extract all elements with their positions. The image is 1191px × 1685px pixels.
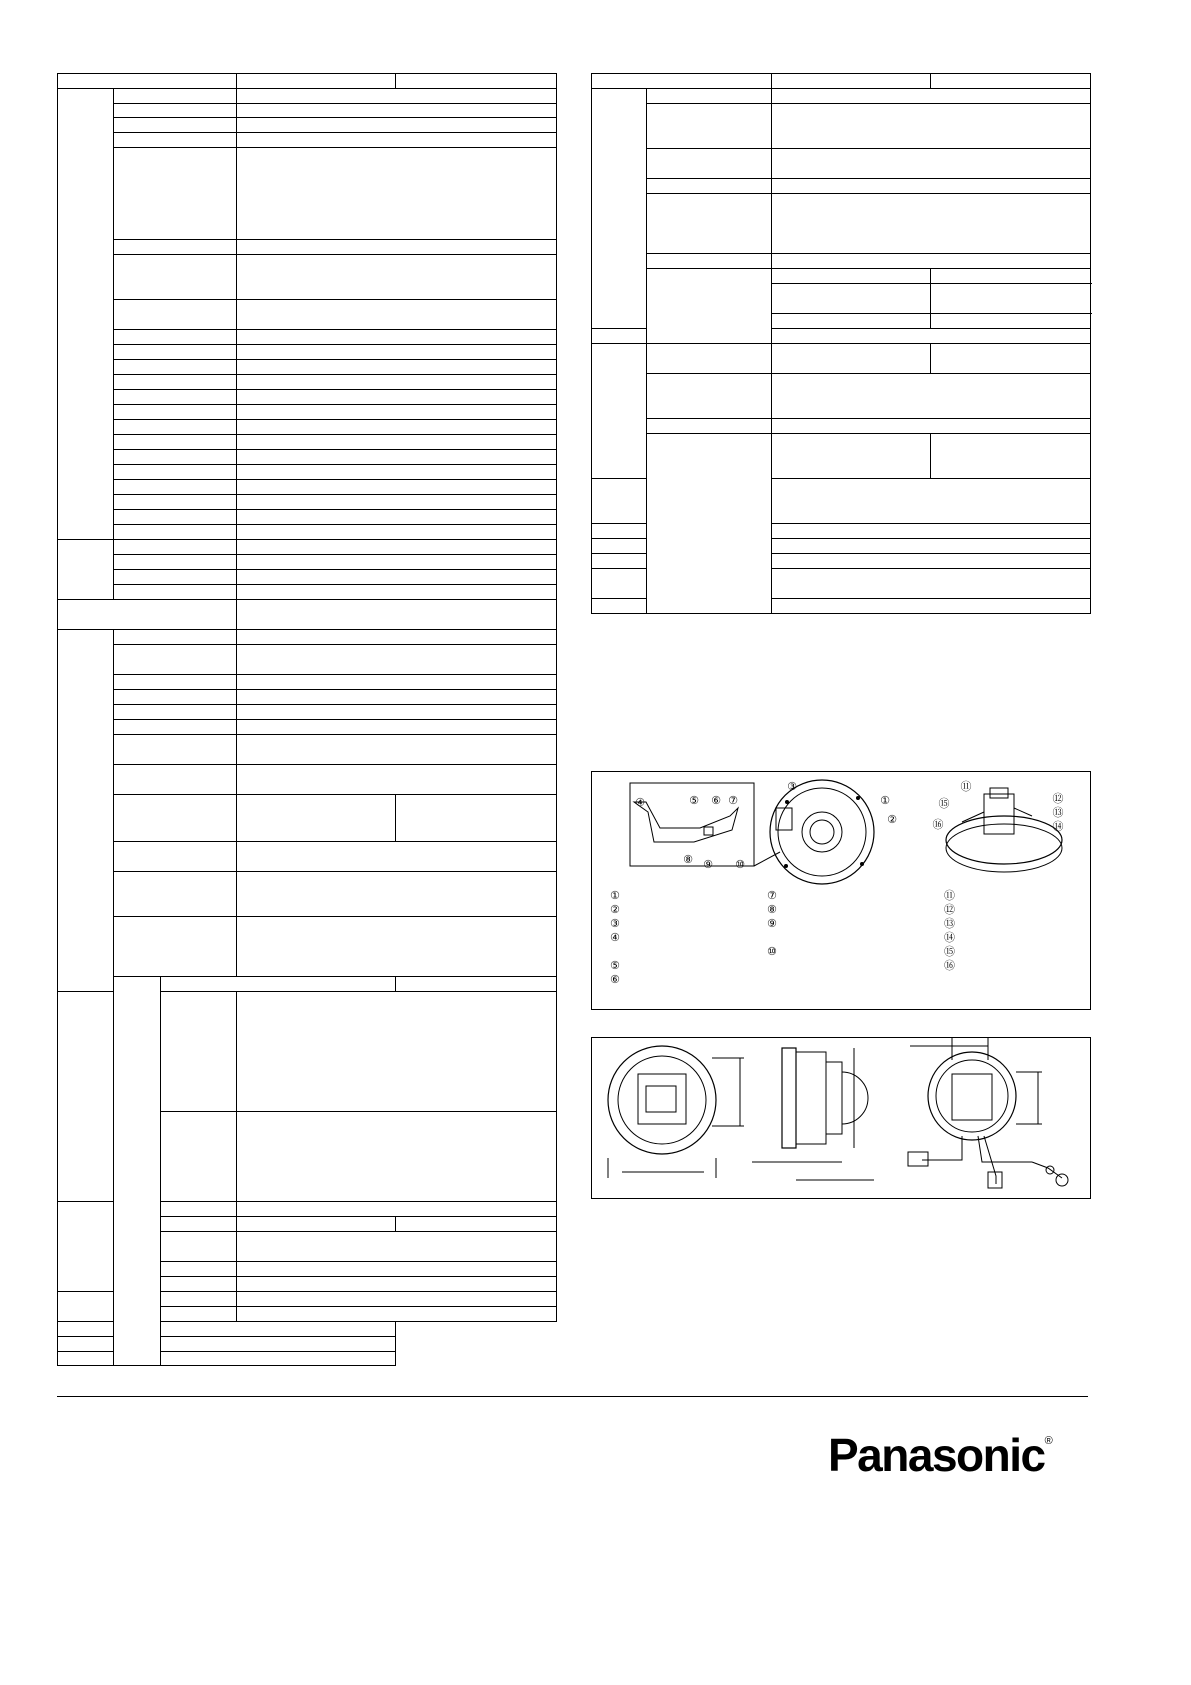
legend-marker-8: ⑧ bbox=[767, 903, 777, 916]
callout-7: ⑦ bbox=[728, 794, 738, 807]
legend-marker-16: ⑯ bbox=[944, 959, 955, 972]
callout-8: ⑧ bbox=[683, 853, 693, 866]
callout-16: ⑯ bbox=[932, 818, 944, 831]
legend-marker-5: ⑤ bbox=[610, 959, 620, 972]
parts-diagram bbox=[591, 771, 1091, 1010]
callout-13: ⑬ bbox=[1052, 806, 1064, 819]
legend-marker-13: ⑬ bbox=[944, 917, 955, 930]
logo-wordmark: Panasonic bbox=[828, 1429, 1045, 1481]
legend-marker-4: ④ bbox=[610, 931, 620, 944]
dimensions-illustration bbox=[592, 1038, 1090, 1198]
spec-table-left bbox=[57, 73, 557, 1366]
legend-marker-11: ⑪ bbox=[944, 889, 955, 902]
callout-5: ⑤ bbox=[689, 794, 699, 807]
callout-1: ① bbox=[880, 794, 890, 807]
panasonic-logo bbox=[828, 1429, 1053, 1481]
callout-14: ⑭ bbox=[1052, 820, 1064, 833]
legend-marker-12: ⑫ bbox=[944, 903, 955, 916]
legend-marker-10: ⑩ bbox=[767, 945, 777, 958]
legend-marker-3: ③ bbox=[610, 917, 620, 930]
legend-marker-14: ⑭ bbox=[944, 931, 955, 944]
legend-marker-1: ① bbox=[610, 889, 620, 902]
callout-12: ⑫ bbox=[1052, 792, 1064, 805]
spec-table-right bbox=[591, 73, 1091, 614]
legend-marker-2: ② bbox=[610, 903, 620, 916]
legend-marker-6: ⑥ bbox=[610, 973, 620, 986]
callout-4: ④ bbox=[635, 796, 645, 809]
callout-9: ⑨ bbox=[703, 858, 713, 871]
registered-mark: ® bbox=[1044, 1435, 1053, 1447]
callout-15: ⑮ bbox=[938, 797, 950, 810]
callout-11: ⑪ bbox=[960, 780, 972, 793]
legend-marker-15: ⑮ bbox=[944, 945, 955, 958]
legend-marker-9: ⑨ bbox=[767, 917, 777, 930]
callout-6: ⑥ bbox=[711, 794, 721, 807]
callout-2: ② bbox=[887, 813, 897, 826]
dimensions-diagram bbox=[591, 1037, 1091, 1199]
callout-3: ③ bbox=[787, 780, 797, 793]
parts-illustration bbox=[592, 772, 1090, 1009]
legend-marker-7: ⑦ bbox=[767, 889, 777, 902]
footer-divider bbox=[57, 1396, 1088, 1397]
callout-10: ⑩ bbox=[735, 858, 745, 871]
